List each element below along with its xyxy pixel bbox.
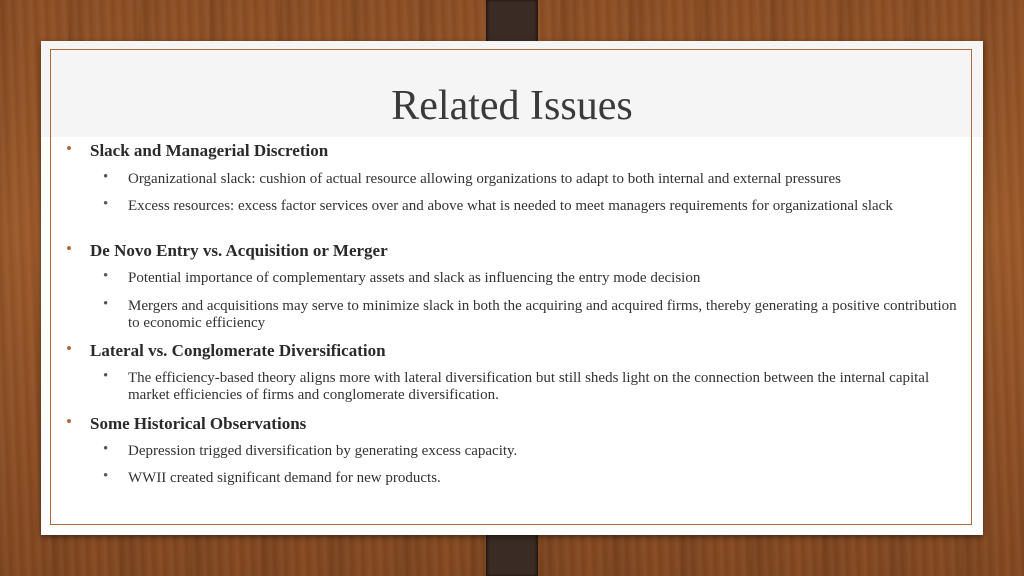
section-heading: Lateral vs. Conglomerate Diversification bbox=[90, 341, 386, 360]
bullet-item: WWII created significant demand for new products. bbox=[128, 470, 441, 486]
section-heading: Some Historical Observations bbox=[90, 414, 307, 433]
bullet-item: Mergers and acquisitions may serve to minimize slack in both the acquiring and acquired firms, thereby generating a positive contribution to economic efficiency bbox=[128, 298, 957, 331]
bullet-icon: • bbox=[103, 268, 109, 284]
slide bbox=[41, 41, 983, 535]
bullet-icon: • bbox=[103, 441, 109, 457]
bullet-icon: • bbox=[103, 468, 109, 484]
section-heading: De Novo Entry vs. Acquisition or Merger bbox=[90, 241, 388, 260]
bullet-icon: • bbox=[66, 412, 72, 431]
bullet-icon: • bbox=[66, 339, 72, 358]
bullet-item: Organizational slack: cushion of actual resource allowing organizations to adapt to both internal and external pressures bbox=[128, 171, 841, 187]
bullet-icon: • bbox=[103, 196, 109, 212]
bullet-icon: • bbox=[103, 169, 109, 185]
bullet-icon: • bbox=[103, 368, 109, 384]
bullet-item: The efficiency-based theory aligns more with lateral diversification but still sheds light on the connection between the internal capital market efficiencies of firms and conglomerate diversification. bbox=[128, 370, 930, 403]
bullet-item: Potential importance of complementary assets and slack as influencing the entry mode decision bbox=[128, 270, 701, 286]
slide-title: Related Issues bbox=[391, 83, 633, 129]
bullet-icon: • bbox=[66, 139, 72, 158]
bullet-item: Depression trigged diversification by generating excess capacity. bbox=[128, 443, 518, 459]
bullet-icon: • bbox=[103, 296, 109, 312]
binder-strap-bottom bbox=[486, 530, 538, 576]
bullet-icon: • bbox=[66, 239, 72, 258]
section-heading: Slack and Managerial Discretion bbox=[90, 141, 329, 160]
bullet-item: Excess resources: excess factor services over and above what is needed to meet managers requirements for organizational slack bbox=[128, 198, 893, 214]
